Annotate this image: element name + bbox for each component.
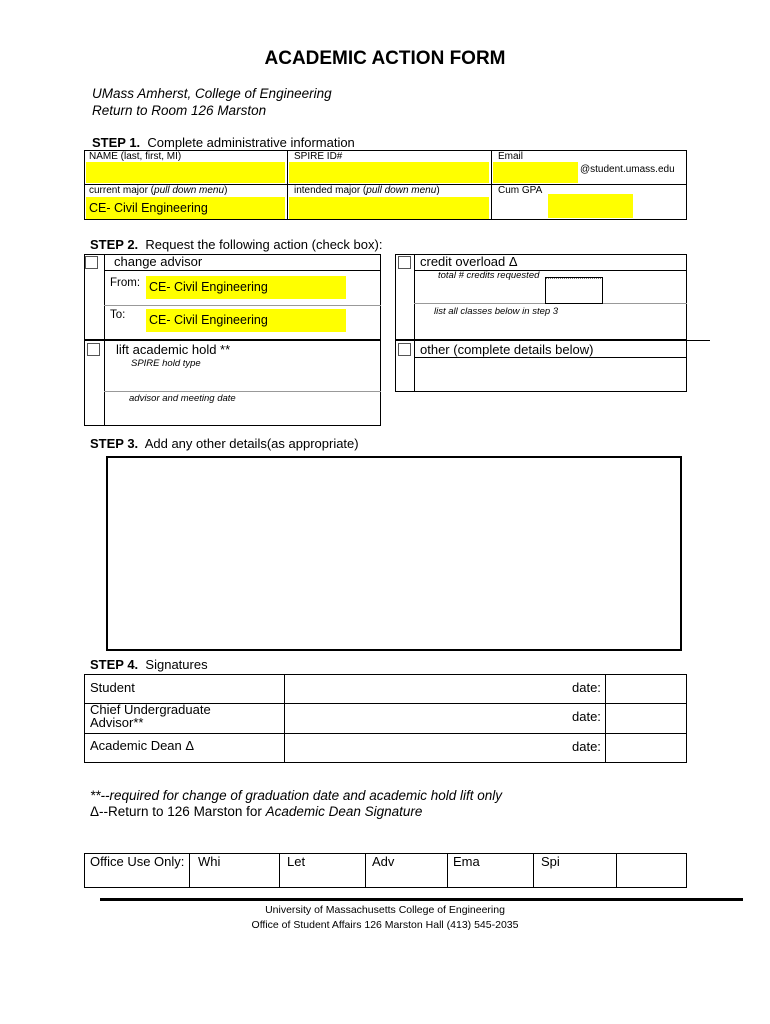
date-label-advisor: date: <box>572 709 601 724</box>
change-advisor-mid-rule <box>104 305 381 306</box>
office-col-sep-5 <box>533 853 534 888</box>
office-col-sep-3 <box>365 853 366 888</box>
lift-hold-left-rule <box>104 340 105 426</box>
signature-label-student: Student <box>90 680 135 695</box>
subtitle-line-1: UMass Amherst, College of Engineering <box>92 86 332 101</box>
step1-heading: STEP 1. Complete administrative information <box>92 135 355 150</box>
date-field-student[interactable] <box>606 675 686 703</box>
change-advisor-checkbox[interactable] <box>85 256 98 269</box>
lift-hold-mid-rule <box>104 391 381 392</box>
footer-rule <box>100 898 743 901</box>
current-major-select[interactable]: CE- Civil Engineering <box>86 197 285 219</box>
credit-overload-left-rule <box>414 254 415 340</box>
date-label-student: date: <box>572 680 601 695</box>
intended-major-select[interactable] <box>289 197 489 219</box>
footer-line-1: University of Massachusetts College of Engineering <box>265 904 505 916</box>
to-label: To: <box>110 309 126 321</box>
spire-hold-type-label: SPIRE hold type <box>131 358 201 369</box>
name-label: NAME (last, first, MI) <box>89 151 182 162</box>
office-col-sep-4 <box>447 853 448 888</box>
office-col-ema: Ema <box>453 854 480 869</box>
email-field[interactable] <box>493 162 578 183</box>
note-return: Δ--Return to 126 Marston for Academic Dean Signature <box>90 804 423 819</box>
total-credits-label: total # credits requested <box>438 270 540 281</box>
office-col-adv: Adv <box>372 854 395 869</box>
spire-id-label: SPIRE ID# <box>294 151 343 162</box>
credit-overload-label: credit overload Δ <box>420 254 518 269</box>
date-label-dean: date: <box>572 739 601 754</box>
signature-field-dean[interactable] <box>285 734 569 762</box>
note-required: **--required for change of graduation date and academic hold lift only <box>90 788 503 803</box>
details-textarea[interactable] <box>106 456 682 651</box>
office-col-spi: Spi <box>541 854 560 869</box>
to-major-select[interactable]: CE- Civil Engineering <box>146 309 346 332</box>
step1-col-sep-1 <box>287 150 288 220</box>
list-classes-label: list all classes below in step 3 <box>434 306 559 317</box>
step2-heading: STEP 2. Request the following action (check box): <box>90 237 383 252</box>
signature-label-advisor: Chief Undergraduate Advisor** <box>90 702 211 730</box>
credit-overload-checkbox[interactable] <box>398 256 411 269</box>
subtitle-line-2: Return to Room 126 Marston <box>92 103 267 118</box>
advisor-meeting-label: advisor and meeting date <box>129 393 236 404</box>
step4-heading: STEP 4. Signatures <box>90 657 208 672</box>
date-field-advisor[interactable] <box>606 704 686 733</box>
signature-field-student[interactable] <box>285 675 569 703</box>
office-col-sep-2 <box>279 853 280 888</box>
gpa-label: Cum GPA <box>498 185 543 196</box>
other-label: other (complete details below) <box>420 342 594 357</box>
office-col-let: Let <box>287 854 306 869</box>
lift-hold-checkbox[interactable] <box>87 343 100 356</box>
office-col-sep-6 <box>616 853 617 888</box>
total-credits-field[interactable] <box>545 277 603 304</box>
change-advisor-label: change advisor <box>114 254 203 269</box>
gpa-field[interactable] <box>548 194 633 218</box>
current-major-label: current major (pull down menu) <box>89 185 228 196</box>
signature-label-dean: Academic Dean Δ <box>90 738 195 753</box>
email-label: Email <box>498 151 524 162</box>
name-field[interactable] <box>86 162 285 183</box>
footer-line-2: Office of Student Affairs 126 Marston Hall (413) 545-2035 <box>251 919 519 931</box>
step1-col-sep-2 <box>491 150 492 220</box>
email-suffix: @student.umass.edu <box>580 164 675 175</box>
intended-major-label: intended major (pull down menu) <box>294 185 440 196</box>
office-col-whi: Whi <box>198 854 221 869</box>
signature-field-advisor[interactable] <box>285 704 569 733</box>
date-field-dean[interactable] <box>606 734 686 762</box>
office-use-label: Office Use Only: <box>90 854 185 869</box>
form-title: ACADEMIC ACTION FORM <box>264 48 506 69</box>
from-major-select[interactable]: CE- Civil Engineering <box>146 276 346 299</box>
other-left-rule <box>414 340 415 392</box>
change-advisor-underline <box>104 270 381 271</box>
change-advisor-left-rule <box>104 254 105 340</box>
lift-hold-label: lift academic hold ** <box>116 342 231 357</box>
other-underline <box>414 357 687 358</box>
spire-id-field[interactable] <box>289 162 489 183</box>
other-checkbox[interactable] <box>398 343 411 356</box>
from-label: From: <box>110 277 141 289</box>
office-col-sep-1 <box>189 853 190 888</box>
step3-heading: STEP 3. Add any other details(as appropriate) <box>90 436 359 451</box>
